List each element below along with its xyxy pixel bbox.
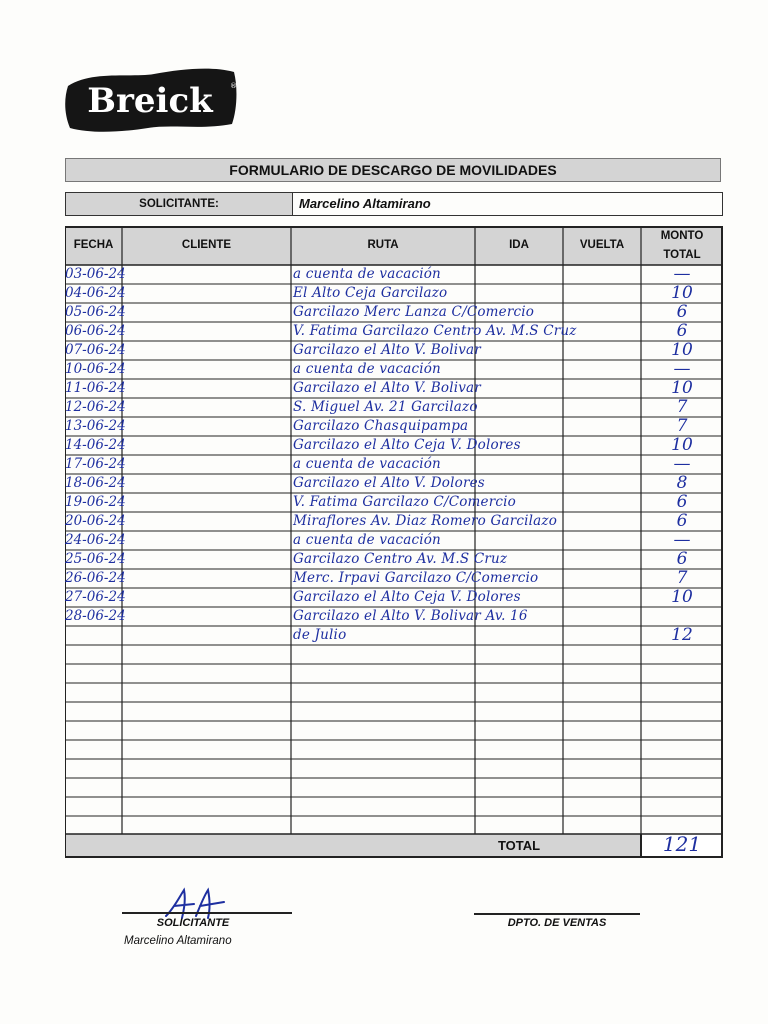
row-ruta: a cuenta de vacación	[293, 361, 441, 377]
solicitante-signature-name: Marcelino Altamirano	[124, 935, 232, 947]
row-fecha: 10-06-24	[65, 361, 126, 377]
header-ida: IDA	[509, 239, 529, 251]
row-monto: 6	[676, 511, 688, 531]
form-title: FORMULARIO DE DESCARGO DE MOVILIDADES	[65, 158, 721, 182]
row-ruta: Garcilazo el Alto Ceja V. Dolores	[293, 589, 521, 605]
row-fecha: 04-06-24	[65, 285, 126, 301]
row-fecha: 18-06-24	[65, 475, 126, 491]
row-ruta: V. Fatima Garcilazo Centro Av. M.S Cruz	[293, 323, 577, 339]
row-monto: 12	[671, 625, 693, 645]
row-ruta: El Alto Ceja Garcilazo	[293, 285, 448, 301]
row-ruta: Garcilazo el Alto Ceja V. Dolores	[293, 437, 521, 453]
row-monto: 10	[671, 378, 693, 398]
row-ruta: de Julio	[293, 627, 347, 643]
total-value: 121	[662, 832, 702, 856]
header-fecha: FECHA	[73, 239, 114, 251]
row-ruta: Garcilazo el Alto V. Bolivar Av. 16	[293, 608, 528, 624]
row-monto: 10	[671, 283, 693, 303]
header-monto-line2: TOTAL	[663, 248, 701, 261]
row-ruta: Garcilazo el Alto V. Bolivar	[293, 380, 481, 396]
row-monto: 10	[671, 340, 693, 360]
row-fecha: 14-06-24	[65, 437, 126, 453]
row-fecha: 12-06-24	[65, 399, 126, 415]
row-monto: —	[673, 454, 691, 474]
row-fecha: 06-06-24	[65, 323, 126, 339]
row-ruta: Garcilazo el Alto V. Bolivar	[293, 342, 481, 358]
solicitante-box	[65, 192, 723, 216]
row-ruta: Garcilazo Chasquipampa	[293, 418, 469, 434]
row-fecha: 24-06-24	[65, 532, 126, 548]
total-label: TOTAL	[497, 838, 541, 853]
row-monto: 6	[676, 492, 688, 512]
row-ruta: Garcilazo el Alto V. Dolores	[293, 475, 485, 491]
row-monto: 6	[676, 302, 688, 322]
solicitante-label: SOLICITANTE:	[66, 193, 293, 215]
breick-logo	[62, 64, 240, 134]
row-ruta: Merc. Irpavi Garcilazo C/Comercio	[293, 570, 539, 586]
row-monto: 6	[676, 549, 688, 569]
row-monto: 7	[676, 397, 688, 417]
row-ruta: Miraflores Av. Diaz Romero Garcilazo	[293, 513, 558, 529]
header-monto-total	[641, 226, 723, 265]
row-ruta: V. Fatima Garcilazo C/Comercio	[293, 494, 517, 510]
row-fecha: 17-06-24	[65, 456, 126, 472]
row-fecha: 13-06-24	[65, 418, 126, 434]
row-monto: —	[673, 530, 691, 550]
row-fecha: 26-06-24	[65, 570, 126, 586]
row-ruta: a cuenta de vacación	[293, 266, 441, 282]
solicitante-signature-caption: SOLICITANTE	[156, 917, 230, 929]
header-vuelta: VUELTA	[579, 239, 625, 251]
row-ruta: S. Miguel Av. 21 Garcilazo	[293, 399, 478, 415]
row-monto: 6	[676, 321, 688, 341]
row-fecha: 11-06-24	[65, 380, 126, 396]
row-monto: 7	[676, 568, 688, 588]
solicitante-value: Marcelino Altamirano	[299, 196, 431, 211]
row-fecha: 25-06-24	[65, 551, 126, 567]
row-monto: —	[673, 264, 691, 284]
row-monto: 10	[671, 435, 693, 455]
row-fecha: 27-06-24	[65, 589, 126, 605]
total-row-fill	[65, 834, 723, 858]
row-fecha: 20-06-24	[65, 513, 126, 529]
row-ruta: a cuenta de vacación	[293, 456, 441, 472]
row-ruta: Garcilazo Centro Av. M.S Cruz	[293, 551, 508, 567]
svg-text:Breick: Breick	[87, 81, 213, 121]
row-monto: 10	[671, 587, 693, 607]
row-fecha: 05-06-24	[65, 304, 126, 320]
row-ruta: a cuenta de vacación	[293, 532, 441, 548]
ventas-signature-caption: DPTO. DE VENTAS	[507, 917, 607, 929]
ventas-signature-line	[474, 913, 640, 915]
row-monto: —	[673, 359, 691, 379]
svg-text:®: ®	[230, 82, 237, 90]
row-fecha: 19-06-24	[65, 494, 126, 510]
header-monto-line1: MONTO	[660, 229, 704, 242]
row-fecha: 07-06-24	[65, 342, 126, 358]
header-ruta: RUTA	[367, 239, 399, 251]
row-monto: 7	[676, 416, 688, 436]
row-fecha: 28-06-24	[65, 608, 126, 624]
row-fecha: 03-06-24	[65, 266, 126, 282]
movilidades-table	[65, 226, 723, 858]
row-ruta: Garcilazo Merc Lanza C/Comercio	[293, 304, 535, 320]
solicitante-signature-line	[122, 912, 292, 914]
header-cliente: CLIENTE	[181, 239, 232, 251]
row-monto: 8	[676, 473, 688, 493]
